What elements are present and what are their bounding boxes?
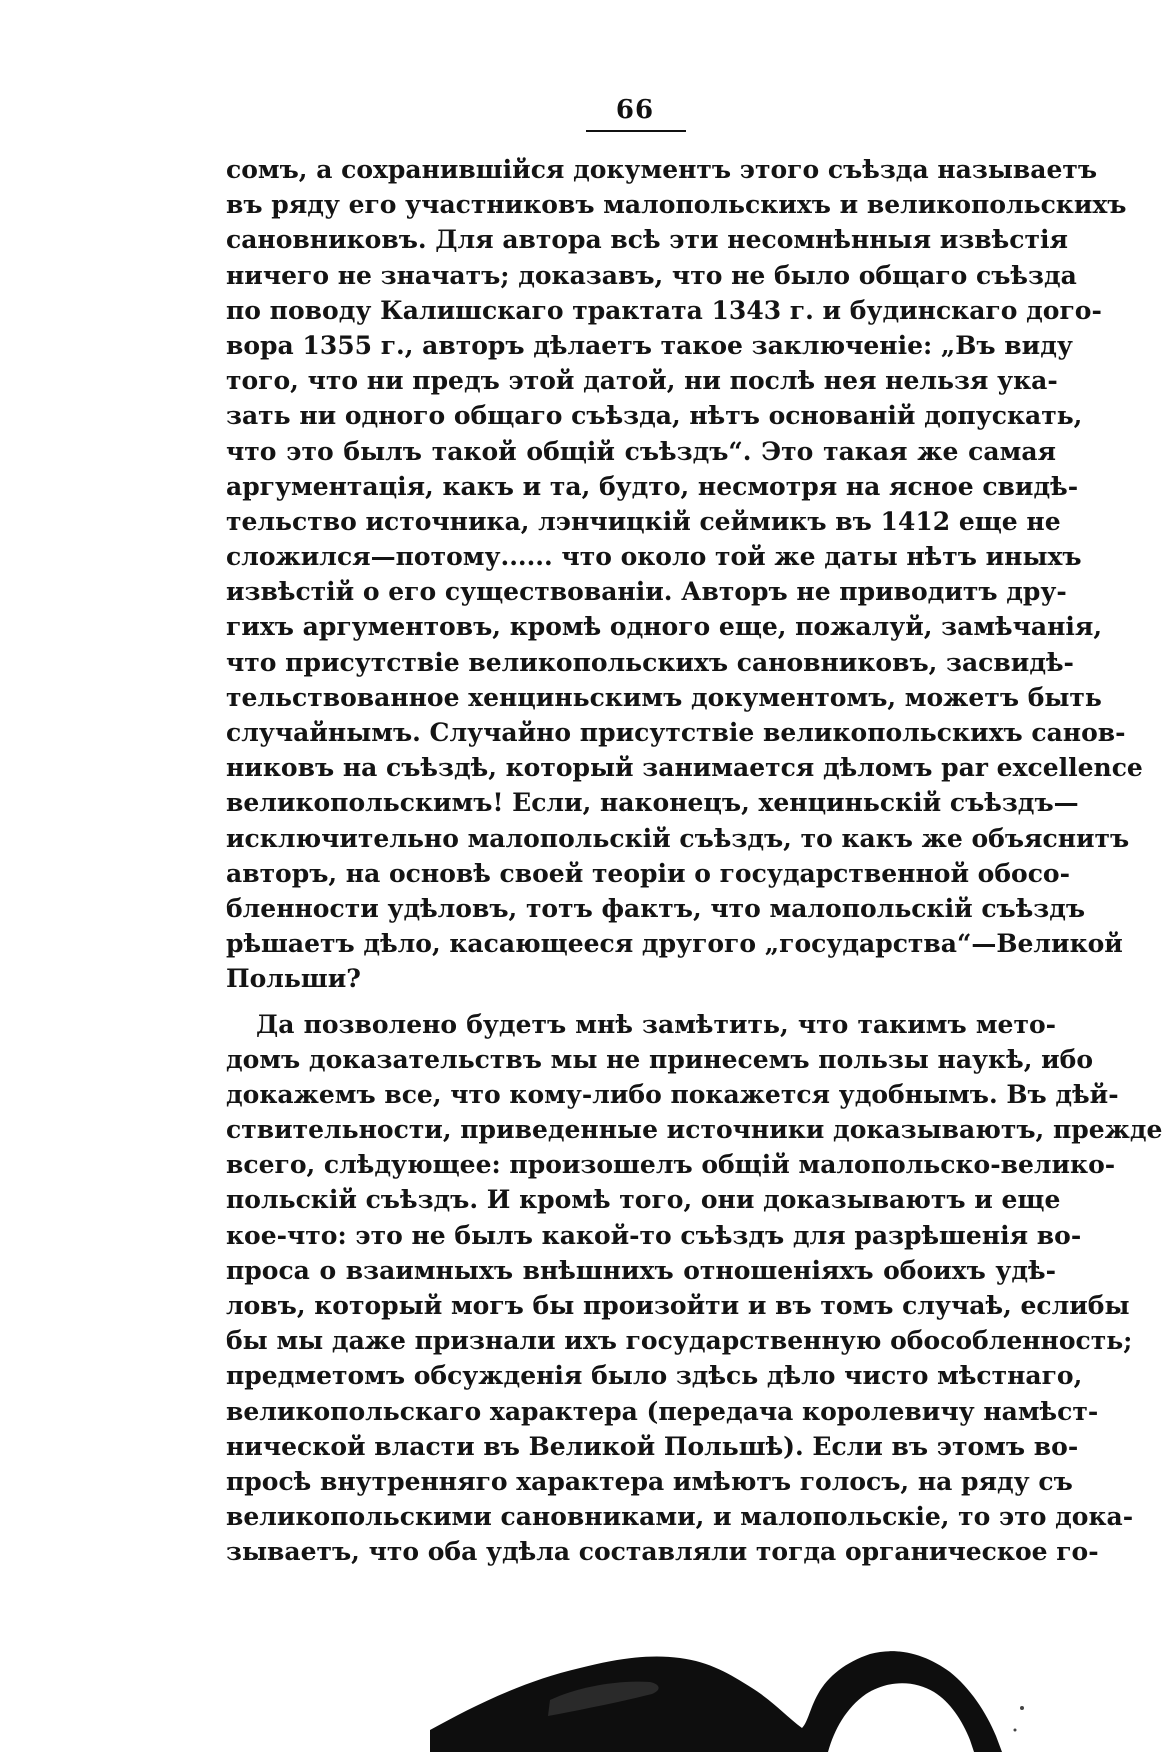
text-line: аргументація, какъ и та, будто, несмотря на ясное свидѣ- bbox=[226, 471, 1079, 501]
text-line: гихъ аргументовъ, кромѣ одного еще, пожалуй, замѣчанія, bbox=[226, 612, 1103, 642]
text-line: бленности удѣловъ, тотъ фактъ, что малопольскій съѣздъ bbox=[226, 893, 1086, 923]
text-line: нической власти въ Великой Польшѣ). Если въ этомъ во- bbox=[226, 1431, 1079, 1461]
text-line: Польши? bbox=[226, 964, 361, 994]
text-line: ничего не значатъ; доказавъ, что не было общаго съѣзда bbox=[226, 260, 1077, 290]
text-line: великопольскаго характера (передача королевичу намѣст- bbox=[226, 1396, 1099, 1426]
paragraph-2 bbox=[226, 1007, 1162, 1570]
text-line: извѣстій о его существованіи. Авторъ не приводитъ дру- bbox=[226, 577, 1067, 607]
text-line: вора 1355 г., авторъ дѣлаетъ такое заключеніе: „Въ виду bbox=[226, 330, 1073, 360]
text-line: тельство источника, лэнчицкій сеймикъ въ 1412 еще не bbox=[226, 506, 1061, 536]
text-line: докажемъ все, что кому-либо покажется удобнымъ. Въ дѣй- bbox=[226, 1079, 1119, 1109]
paragraph-1 bbox=[226, 152, 1143, 997]
text-line: что это былъ такой общій съѣздъ“. Это такая же самая bbox=[226, 436, 1056, 466]
ink-blot-decoration bbox=[430, 1590, 1030, 1752]
text-line: домъ доказательствъ мы не принесемъ пользы наукѣ, ибо bbox=[226, 1044, 1093, 1074]
text-line: по поводу Калишскаго трактата 1343 г. и будинскаго дого- bbox=[226, 295, 1102, 325]
text-line: Да позволено будетъ мнѣ замѣтить, что такимъ мето- bbox=[256, 1009, 1056, 1039]
text-line: зать ни одного общаго съѣзда, нѣтъ основаній допускать, bbox=[226, 401, 1083, 431]
paragraph-gap bbox=[226, 997, 1056, 1007]
text-line: просѣ внутренняго характера имѣютъ голосъ, на ряду съ bbox=[226, 1466, 1073, 1496]
text-line: предметомъ обсужденія было здѣсь дѣло чисто мѣстнаго, bbox=[226, 1361, 1083, 1391]
text-line: бы мы даже признали ихъ государственную обособленность; bbox=[226, 1326, 1133, 1356]
text-line: ловъ, который могъ бы произойти и въ томъ случаѣ, еслибы bbox=[226, 1291, 1130, 1320]
text-line: великопольскимъ! Если, наконецъ, хенциньскій съѣздъ— bbox=[226, 788, 1079, 818]
text-line: кое-что: это не былъ какой-то съѣздъ для разрѣшенія во- bbox=[226, 1220, 1082, 1250]
page-number: 66 bbox=[615, 95, 655, 125]
text-line: рѣшаетъ дѣло, касающееся другого „государства“—Великой bbox=[226, 929, 1123, 959]
text-line: всего, слѣдующее: произошелъ общій малопольско-велико- bbox=[226, 1150, 1116, 1180]
page-number-rule bbox=[586, 130, 686, 132]
text-line: великопольскими сановниками, и малопольскіе, то это дока- bbox=[226, 1502, 1134, 1532]
text-line: авторъ, на основѣ своей теоріи о государственной обосо- bbox=[226, 858, 1070, 888]
text-line: сложился—потому...... что около той же даты нѣтъ иныхъ bbox=[226, 542, 1082, 572]
text-line: тельствованное хенциньскимъ документомъ, можетъ быть bbox=[226, 682, 1102, 712]
text-line: сомъ, а сохранившійся документъ этого съѣзда называетъ bbox=[226, 155, 1098, 184]
body-text bbox=[226, 152, 1162, 1570]
text-line: случайнымъ. Случайно присутствіе великопольскихъ санов- bbox=[226, 718, 1126, 747]
text-line: что присутствіе великопольскихъ сановниковъ, засвидѣ- bbox=[226, 647, 1074, 677]
text-line: ствительности, приведенные источники доказываютъ, прежде bbox=[226, 1115, 1162, 1145]
text-line: польскій съѣздъ. И кромѣ того, они доказываютъ и еще bbox=[226, 1185, 1061, 1215]
text-line: исключительно малопольскій съѣздъ, то какъ же объяснитъ bbox=[226, 823, 1130, 853]
text-line: никовъ на съѣздѣ, который занимается дѣломъ par excellence bbox=[226, 753, 1143, 783]
text-line: сановниковъ. Для автора всѣ эти несомнѣнныя извѣстія bbox=[226, 225, 1068, 255]
text-line: зываетъ, что оба удѣла составляли тогда органическое го- bbox=[226, 1537, 1099, 1567]
text-line: въ ряду его участниковъ малопольскихъ и великопольскихъ bbox=[226, 190, 1127, 220]
text-line: проса о взаимныхъ внѣшнихъ отношеніяхъ обоихъ удѣ- bbox=[226, 1255, 1056, 1285]
text-line: того, что ни предъ этой датой, ни послѣ нея нельзя ука- bbox=[226, 366, 1058, 396]
